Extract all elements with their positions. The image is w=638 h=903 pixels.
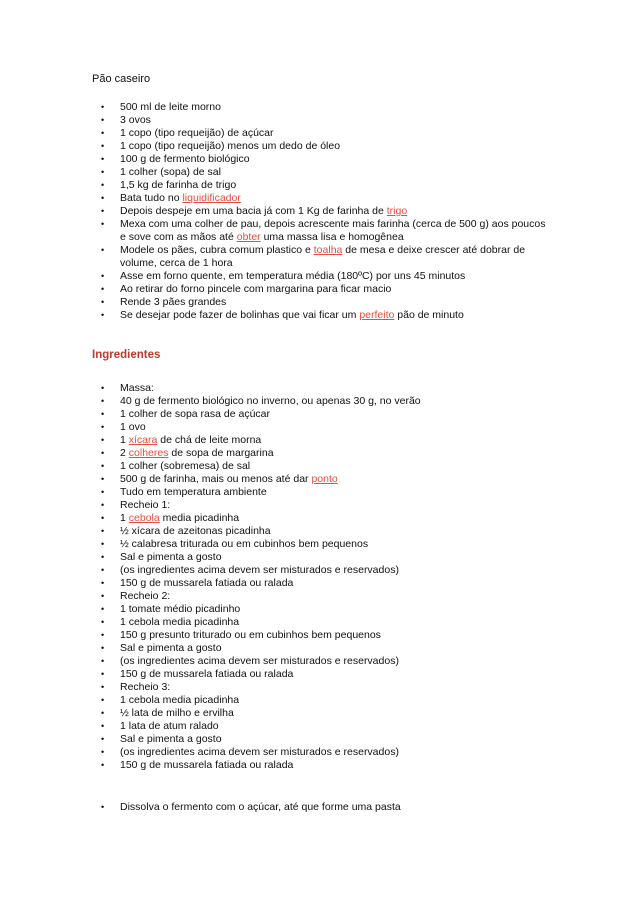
list-item [0, 166, 550, 179]
list-item [0, 309, 550, 322]
bullet-icon: • [101, 206, 105, 216]
list-item [0, 447, 550, 460]
item-text: 150 g de mussarela fatiada ou ralada [120, 668, 294, 680]
bullet-icon: • [101, 734, 105, 744]
item-text: (os ingredientes acima devem ser misturados e reservados) [120, 655, 399, 667]
bullet-icon: • [101, 435, 105, 445]
inline-link[interactable]: obter [236, 231, 261, 243]
list-item [0, 603, 550, 616]
list-item [0, 551, 550, 564]
item-text: uma massa lisa e homogênea [260, 231, 404, 243]
bullet-icon: • [101, 669, 105, 679]
list-item [0, 179, 550, 192]
item-text: Bata tudo no [120, 192, 183, 204]
bullet-icon: • [101, 604, 105, 614]
item-text: 1,5 kg de farinha de trigo [120, 179, 237, 191]
bullet-icon: • [101, 591, 105, 601]
list-item [0, 512, 550, 525]
bullet-icon: • [101, 245, 105, 255]
item-text: ½ xícara de azeitonas picadinha [120, 525, 271, 537]
list-item [0, 746, 550, 759]
item-text: 1 colher (sobremesa) de sal [120, 460, 251, 472]
bullet-icon: • [101, 708, 105, 718]
bullet-icon: • [101, 219, 105, 229]
list-item [0, 801, 550, 814]
item-text: 1 copo (tipo requeijão) menos um dedo de óleo [120, 140, 341, 152]
list-item [0, 140, 550, 153]
item-text: 150 g presunto triturado ou em cubinhos bem pequenos [120, 629, 381, 641]
list-item [0, 114, 550, 127]
bullet-icon: • [101, 526, 105, 536]
list-item [0, 499, 550, 512]
list-item [0, 395, 550, 408]
bullet-icon: • [101, 802, 105, 812]
item-text: 1 cebola media picadinha [120, 616, 240, 628]
bullet-icon: • [101, 760, 105, 770]
inline-link[interactable]: cebola [128, 512, 160, 524]
bullet-icon: • [101, 297, 105, 307]
bullet-icon: • [101, 539, 105, 549]
bullet-icon: • [101, 500, 105, 510]
list-item [0, 434, 550, 447]
item-text: (os ingredientes acima devem ser misturados e reservados) [120, 564, 399, 576]
item-text: 1 lata de atum ralado [120, 720, 219, 732]
bullet-icon: • [101, 102, 105, 112]
item-text: 1 [120, 512, 129, 524]
item-text: 2 [120, 447, 129, 459]
list-item [0, 655, 550, 668]
item-text: Recheio 2: [120, 590, 171, 602]
bullet-icon: • [101, 513, 105, 523]
bullet-icon: • [101, 167, 105, 177]
list-item [0, 538, 550, 551]
item-text: Recheio 3: [120, 681, 171, 693]
bullet-icon: • [101, 695, 105, 705]
bullet-icon: • [101, 115, 105, 125]
bullet-icon: • [101, 180, 105, 190]
list-item [0, 486, 550, 499]
list-item [0, 296, 550, 309]
list-item [0, 127, 550, 140]
bullet-icon: • [101, 409, 105, 419]
list-item [0, 473, 550, 486]
item-text: Se desejar pode fazer de bolinhas que vai ficar um [120, 309, 360, 321]
bullet-icon: • [101, 578, 105, 588]
item-text: ½ calabresa triturada ou em cubinhos bem pequenos [120, 538, 369, 550]
item-text: de mesa e deixe crescer até dobrar de volume, cerca de 1 hora [120, 244, 526, 269]
bullet-icon: • [101, 630, 105, 640]
list-item [0, 733, 550, 746]
bullet-icon: • [101, 487, 105, 497]
bullet-icon: • [101, 154, 105, 164]
bullet-icon: • [101, 461, 105, 471]
item-text: 3 ovos [120, 114, 151, 126]
recipe-title: Pão caseiro [92, 73, 151, 85]
item-text: 500 g de farinha, mais ou menos até dar [120, 473, 312, 485]
item-text: Ao retirar do forno pincele com margarina para ficar macio [120, 283, 392, 295]
preparation-list [0, 101, 638, 322]
bullet-icon: • [101, 617, 105, 627]
item-text: Rende 3 pães grandes [120, 296, 227, 308]
item-text: 1 tomate médio picadinho [120, 603, 241, 615]
item-text: Asse em forno quente, em temperatura média (180ºC) por uns 45 minutos [120, 270, 466, 282]
list-item [0, 564, 550, 577]
item-text: pão de minuto [394, 309, 464, 321]
item-text: (os ingredientes acima devem ser misturados e reservados) [120, 746, 399, 758]
list-item [0, 270, 550, 283]
item-text: 1 [120, 434, 129, 446]
item-text: Mexa com uma colher de pau, depois acrescente mais farinha (cerca de 500 g) aos poucos e sove com as mãos até [120, 218, 546, 243]
item-text: de chá de leite morna [157, 434, 262, 446]
bullet-icon: • [101, 193, 105, 203]
bullet-icon: • [101, 271, 105, 281]
item-text: Recheio 1: [120, 499, 171, 511]
bullet-icon: • [101, 552, 105, 562]
inline-link[interactable]: ponto [311, 473, 338, 485]
item-text: 1 cebola media picadinha [120, 694, 240, 706]
list-item [0, 421, 550, 434]
list-item [0, 525, 550, 538]
item-text: 40 g de fermento biológico no inverno, ou apenas 30 g, no verão [120, 395, 421, 407]
inline-link[interactable]: toalha [313, 244, 343, 256]
ingredients-list [0, 382, 638, 772]
item-text: Depois despeje em uma bacia já com 1 Kg de farinha de [120, 205, 387, 217]
list-item [0, 192, 550, 205]
list-item [0, 218, 550, 244]
inline-link[interactable]: trigo [386, 205, 408, 217]
list-item [0, 283, 550, 296]
list-item [0, 153, 550, 166]
list-item [0, 616, 550, 629]
bullet-icon: • [101, 141, 105, 151]
item-text: media picadinha [159, 512, 240, 524]
list-item [0, 668, 550, 681]
list-item [0, 101, 550, 114]
item-text: 1 copo (tipo requeijão) de açúcar [120, 127, 274, 139]
bullet-icon: • [101, 643, 105, 653]
item-text: Sal e pimenta a gosto [120, 551, 222, 563]
item-text: Sal e pimenta a gosto [120, 733, 222, 745]
bullet-icon: • [101, 128, 105, 138]
bullet-icon: • [101, 682, 105, 692]
list-item [0, 590, 550, 603]
bullet-icon: • [101, 396, 105, 406]
bullet-icon: • [101, 448, 105, 458]
list-item [0, 720, 550, 733]
bullet-icon: • [101, 747, 105, 757]
bullet-icon: • [101, 284, 105, 294]
item-text: 500 ml de leite morno [120, 101, 221, 113]
inline-link[interactable]: liquidificador [182, 192, 241, 204]
item-text: Dissolva o fermento com o açúcar, até que forme uma pasta [120, 801, 401, 813]
bullet-icon: • [101, 422, 105, 432]
item-text: ½ lata de milho e ervilha [120, 707, 234, 719]
list-item [0, 629, 550, 642]
list-item [0, 408, 550, 421]
item-text: 100 g de fermento biológico [120, 153, 250, 165]
list-item [0, 694, 550, 707]
item-text: Sal e pimenta a gosto [120, 642, 222, 654]
bullet-icon: • [101, 656, 105, 666]
method-list [0, 801, 638, 814]
bullet-icon: • [101, 383, 105, 393]
bullet-icon: • [101, 474, 105, 484]
item-text: 1 ovo [120, 421, 146, 433]
inline-link[interactable]: xícara [128, 434, 158, 446]
bullet-icon: • [101, 721, 105, 731]
item-text: 150 g de mussarela fatiada ou ralada [120, 759, 294, 771]
list-item [0, 244, 550, 270]
list-item [0, 642, 550, 655]
inline-link[interactable]: colheres [128, 447, 169, 459]
item-text: 150 g de mussarela fatiada ou ralada [120, 577, 294, 589]
item-text: de sopa de margarina [168, 447, 274, 459]
item-text: Modele os pães, cubra comum plastico e [120, 244, 314, 256]
bullet-icon: • [101, 310, 105, 320]
item-text: Massa: [120, 382, 154, 394]
list-item [0, 382, 550, 395]
list-item [0, 460, 550, 473]
list-item [0, 707, 550, 720]
item-text: 1 colher de sopa rasa de açúcar [120, 408, 271, 420]
item-text: Tudo em temperatura ambiente [120, 486, 267, 498]
inline-link[interactable]: perfeito [359, 309, 395, 321]
list-item [0, 577, 550, 590]
list-item [0, 759, 550, 772]
bullet-icon: • [101, 565, 105, 575]
ingredients-heading: Ingredientes [92, 349, 161, 361]
list-item [0, 681, 550, 694]
list-item [0, 205, 550, 218]
item-text: 1 colher (sopa) de sal [120, 166, 221, 178]
